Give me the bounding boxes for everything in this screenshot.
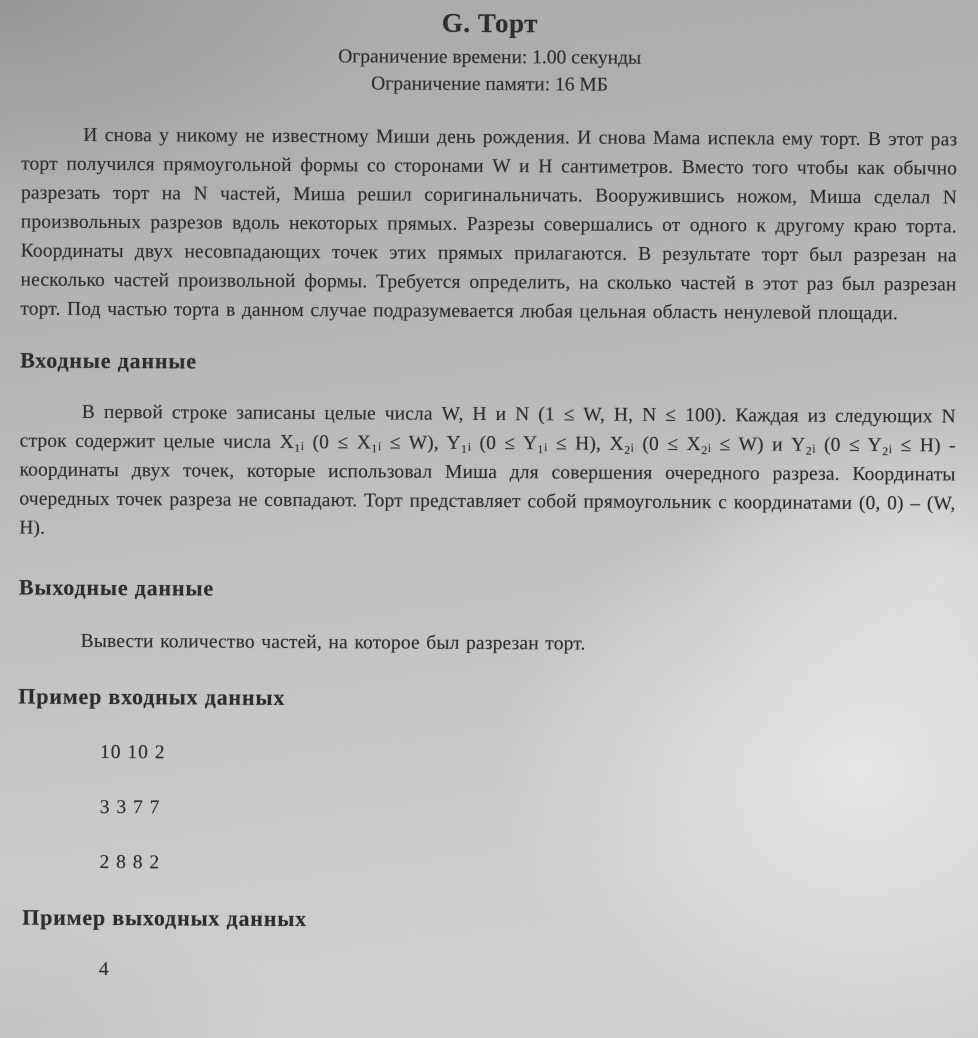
input-description-text: В первой строке записаны целые числа W, H и N (1 ≤ W, H, N ≤ 100). Каждая из следующих N строк содержит целые числа X₁ᵢ (0 ≤ X₁ᵢ ≤ W), Y₁ᵢ (0 ≤ Y₁ᵢ ≤ H), X₂ᵢ (0 ≤ X₂ᵢ ≤ W) и Y₂ᵢ (0 ≤ Y₂ᵢ ≤ H) - координаты двух точек, которые использовал Миша для совершения очередного разреза. Координаты очередных точек разреза не совпадают. Торт представляет собой прямоугольник с координатами (0, 0) – (W, H). [19, 401, 956, 539]
output-description-text: Вывести количество частей, на которое был разрезан торт. [80, 630, 586, 655]
sample-input-block [99, 740, 954, 879]
memory-limit: Ограничение памяти: 16 МБ [371, 73, 609, 96]
sample-input-heading: Пример входных данных [18, 683, 286, 710]
sample-output-heading: Пример выходных данных [22, 904, 308, 932]
problem-title: G. Торт [441, 7, 539, 39]
time-limit: Ограничение времени: 1.00 секунды [338, 46, 642, 69]
sample-input-line: 2 8 8 2 [99, 851, 161, 874]
problem-statement-text: И снова у никому не известному Миши день рождения. И снова Мама испекла ему торт. В этот раз торт получился прямоугольной формы со сторонами W и H сантиметров. Вместо того чтобы как обычно разрезать торт на N частей, Миша решил соригинальничать. Вооружившись ножом, Миша сделал N произвольных разрезов вдоль некоторых прямых. Разрезы совершались от одного к другому краю торта. Координаты двух несовпадающих точек этих прямых прилагаются. В результате торт был разрезан на несколько частей произвольной формы. Требуется определить, на сколько частей в этот раз был разрезан торт. Под частью торта в данном случае подразумевается любая цельная область ненулевой площади. [20, 124, 958, 325]
input-section-heading: Входные данные [20, 347, 197, 374]
sample-input-line: 10 10 2 [99, 741, 166, 764]
output-section-heading: Выходные данные [18, 574, 215, 601]
sample-output-line: 4 [98, 958, 110, 981]
sample-input-line: 3 3 7 7 [99, 796, 161, 819]
sample-output-block [99, 957, 953, 986]
